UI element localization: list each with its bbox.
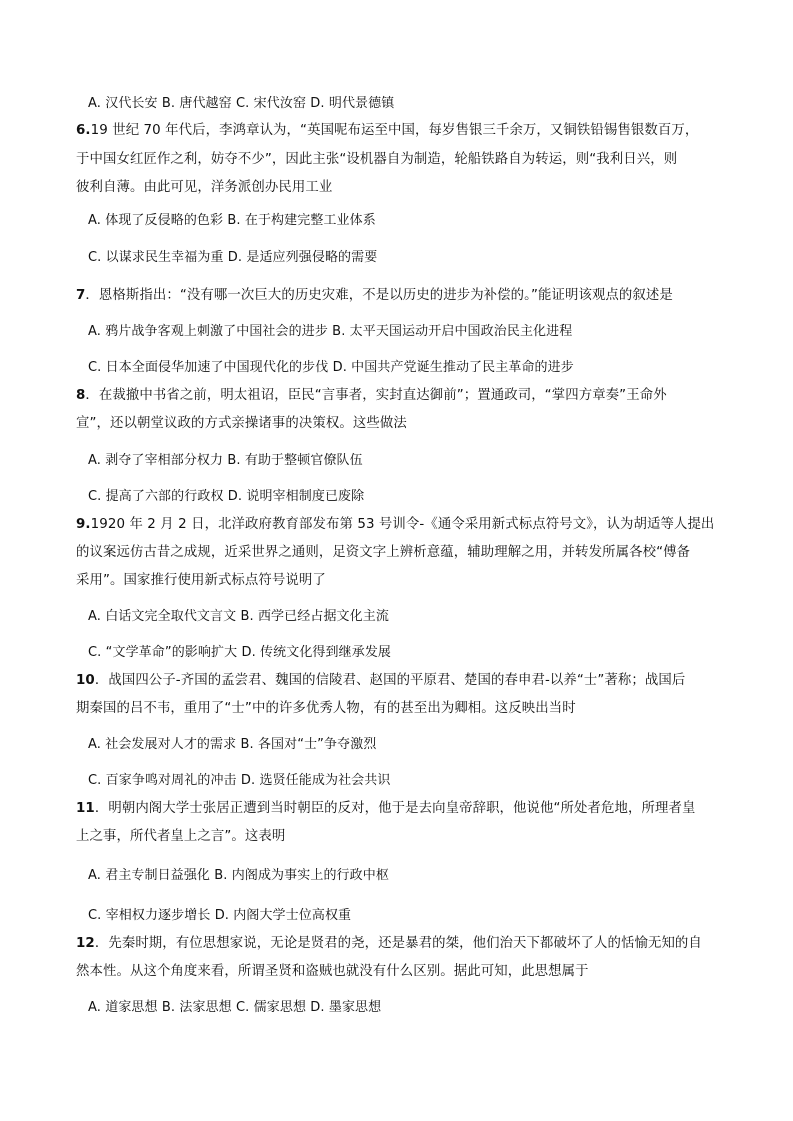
q10-option-a: A. 社会发展对人才的需求 <box>88 737 237 752</box>
q6-stem-line1 <box>76 121 698 141</box>
q11-options-row1 <box>88 866 389 886</box>
q12-option-c: C. 儒家思想 <box>236 1000 307 1015</box>
q11-option-a: A. 君主专制日益强化 <box>88 868 211 883</box>
q11-option-c: C. 宰相权力逐步增长 <box>88 908 211 923</box>
q7-stem-line1 <box>76 286 673 306</box>
q12-option-b: B. 法家思想 <box>161 1000 232 1015</box>
q11-stem-line2: 上之事，所代者皇上之言”。这表明 <box>76 829 286 844</box>
q11-text-1: ．明朝内阁大学士张居正遭到当时朝臣的反对，他于是去向皇帝辞职，他说他“所处者危地，所理者皇 <box>94 801 696 816</box>
q6-option-a: A. 体现了反侵略的色彩 <box>88 213 224 228</box>
q11-stem-line1 <box>76 799 695 819</box>
q8-option-b: B. 有助于整顿官僚队伍 <box>227 453 363 468</box>
q8-stem-line1 <box>76 386 667 406</box>
q11-option-b: B. 内阁成为事实上的行政中枢 <box>214 868 389 883</box>
prev-option-c: C. 宋代汝窑 <box>236 96 307 111</box>
q11-options-row2 <box>88 906 351 926</box>
q10-option-d: D. 选贤任能成为社会共识 <box>240 773 391 788</box>
q12-option-d: D. 墨家思想 <box>310 1000 382 1015</box>
q10-stem-line1 <box>76 671 685 691</box>
q9-stem-line2: 的议案远仿古昔之成规，近采世界之通则，足资文字上辨析意蕴，辅助理解之用，并转发所属各校“傅备 <box>76 545 691 560</box>
q7-option-a: A. 鸦片战争客观上刺激了中国社会的进步 <box>88 324 328 339</box>
q9-option-d: D. 传统文化得到继承发展 <box>241 645 392 660</box>
q7-option-c: C. 日本全面侵华加速了中国现代化的步伐 <box>88 360 329 375</box>
q9-option-b: B. 西学已经占据文化主流 <box>240 609 389 624</box>
q6-options-row1 <box>88 211 376 231</box>
prev-option-a: A. 汉代长安 <box>88 96 158 111</box>
q6-stem-line2: 于中国女红匠作之利，妨夺不少”，因此主张“设机器自为制造，轮船铁路自为转运，则“我利日兴，则 <box>76 152 678 167</box>
q8-option-c: C. 提高了六部的行政权 <box>88 489 224 504</box>
q6-stem-line3: 彼利自薄。由此可见，洋务派创办民用工业 <box>76 180 333 195</box>
q7-text-1: ．恩格斯指出：“没有哪一次巨大的历史灾难，不是以历史的进步为补偿的。”能证明该观点的叙述是 <box>85 288 673 303</box>
q12-stem-line1 <box>76 934 702 954</box>
q9-number: 9. <box>76 517 91 532</box>
prev-option-d: D. 明代景德镇 <box>310 96 395 111</box>
q12-option-a: A. 道家思想 <box>88 1000 158 1015</box>
q6-option-c: C. 以谋求民生幸福为重 <box>88 250 224 265</box>
q9-option-c: C. “文学革命”的影响扩大 <box>88 645 238 660</box>
q6-options-row2 <box>88 248 377 268</box>
q8-stem-line2: 宣”，还以朝堂议政的方式亲操诸事的决策权。这些做法 <box>76 416 407 431</box>
q10-options-row2 <box>88 771 390 791</box>
q8-option-d: D. 说明宰相制度已废除 <box>227 489 365 504</box>
q8-number: 8 <box>76 388 86 403</box>
q12-stem-line2: 然本性。从这个角度来看，所谓圣贤和盗贼也就没有什么区别。据此可知，此思想属于 <box>76 964 589 979</box>
q10-option-c: C. 百家争鸣对周礼的冲击 <box>88 773 237 788</box>
q7-options-row1 <box>88 322 572 342</box>
q8-option-a: A. 剥夺了宰相部分权力 <box>88 453 224 468</box>
q9-options-row1 <box>88 607 389 627</box>
q11-number: 11 <box>76 801 95 816</box>
q7-option-d: D. 中国共产党诞生推动了民主革命的进步 <box>332 360 574 375</box>
q7-option-b: B. 太平天国运动开启中国政治民主化进程 <box>332 324 573 339</box>
q7-options-row2 <box>88 358 574 378</box>
q9-text-1: 1920 年 2 月 2 日，北洋政府教育部发布第 53 号训令-《通令采用新式标点符号文》，认为胡适等人提出 <box>90 517 715 532</box>
prev-option-b: B. 唐代越窑 <box>161 96 232 111</box>
q10-text-1: ．战国四公子-齐国的孟尝君、魏国的信陵君、赵国的平原君、楚国的春申君-以养“士”著称；战国后 <box>94 673 686 688</box>
q7-number: 7 <box>76 288 86 303</box>
prev-options <box>88 94 394 114</box>
q6-option-d: D. 是适应列强侵略的需要 <box>227 250 378 265</box>
q9-stem-line3: 采用”。国家推行使用新式标点符号说明了 <box>76 573 326 588</box>
q8-text-1: ．在裁撤中书省之前，明太祖诏，臣民“言事者，实封直达御前”；置通政司，“掌四方章奏”王命外 <box>85 388 667 403</box>
q12-options-row1 <box>88 998 381 1018</box>
q6-option-b: B. 在于构建完整工业体系 <box>227 213 376 228</box>
q10-option-b: B. 各国对“士”争夺激烈 <box>240 737 377 752</box>
q8-options-row1 <box>88 451 363 471</box>
q6-text-1: 19 世纪 70 年代后，李鸿章认为，“英国呢布运至中国，每岁售银三千余万，又铜铁铅锡售银数百万， <box>90 123 699 138</box>
q9-options-row2 <box>88 643 391 663</box>
q11-option-d: D. 内阁大学士位高权重 <box>214 908 352 923</box>
q12-text-1: ．先秦时期，有位思想家说，无论是贤君的尧，还是暴君的桀，他们治天下都破坏了人的恬愉无知的自 <box>94 936 702 951</box>
q10-stem-line2: 期秦国的吕不韦，重用了“士”中的许多优秀人物，有的甚至出为卿相。这反映出当时 <box>76 701 576 716</box>
q8-options-row2 <box>88 487 364 507</box>
q10-options-row1 <box>88 735 376 755</box>
q10-number: 10 <box>76 673 95 688</box>
q9-stem-line1 <box>76 515 714 535</box>
q12-number: 12 <box>76 936 95 951</box>
q6-number: 6. <box>76 123 91 138</box>
q9-option-a: A. 白话文完全取代文言文 <box>88 609 237 624</box>
